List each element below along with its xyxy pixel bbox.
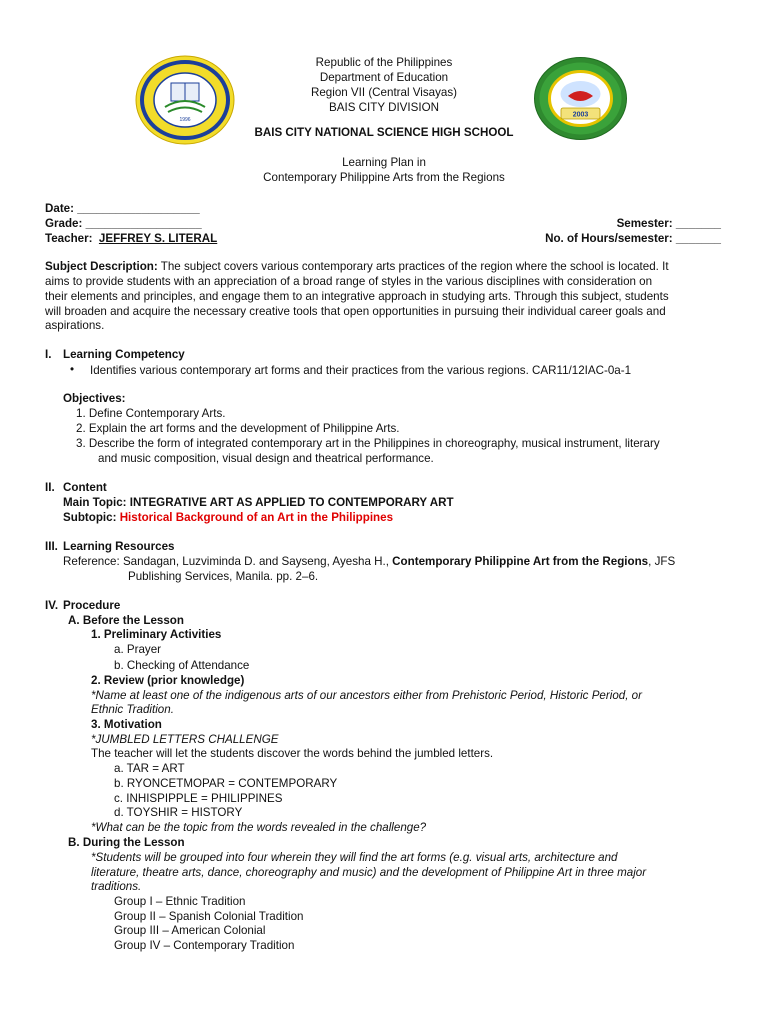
during-lesson-text-line-3: traditions. [91,880,142,893]
subtopic-label: Subtopic: [63,511,117,524]
bullet-icon: • [70,363,75,376]
procedure-part-b: B. During the Lesson [68,836,185,849]
reference-label: Reference: [63,555,120,568]
teacher-instruction: The teacher will let the students discover the words behind the jumbled letters. [91,747,494,760]
objective-item: 2. Explain the art forms and the development of Philippine Arts. [76,422,400,435]
jumbled-letters-title: *JUMBLED LETTERS CHALLENGE [91,733,279,746]
objective-item: 3. Describe the form of integrated contemporary art in the Philippines in choreography, musical instrument, literary [76,437,660,450]
objective-item-continuation: and music composition, visual design and theatrical performance. [98,452,434,465]
subject-description-text-1: The subject covers various contemporary arts practices of the region where the school is located. It [157,260,669,273]
objectives-title: Objectives: [63,392,126,405]
grade-field: Grade: __________________ [45,217,202,230]
teacher-label: Teacher: [45,232,93,245]
section-ii-number: II. [45,481,55,494]
letterhead-line-3: Region VII (Central Visayas) [310,86,458,99]
main-topic-label: Main Topic: [63,496,127,509]
letterhead-line-4: BAIS CITY DIVISION [329,101,439,114]
jumbled-word-item: c. INHISPIPPLE = PHILIPPINES [114,792,283,805]
subject-description-line-1 [45,260,669,273]
subtopic [63,511,393,524]
letterhead-line-2: Department of Education [319,71,449,84]
section-iv-number: IV. [45,599,59,612]
section-i-number: I. [45,348,52,361]
motivation-heading: 3. Motivation [91,718,162,731]
jumbled-word-item: a. TAR = ART [114,762,185,775]
reference-tail: , JFS [648,555,676,568]
competency-bullet: Identifies various contemporary art forms and their practices from the various regions. CAR11/12IAC-0a-1 [90,364,632,377]
section-iv-title: Procedure [63,599,121,612]
review-heading: 2. Review (prior knowledge) [91,674,245,687]
school-name: BAIS CITY NATIONAL SCIENCE HIGH SCHOOL [254,126,514,139]
right-seal-year: 2003 [572,111,589,119]
section-i-title: Learning Competency [63,348,185,361]
prayer-item: a. Prayer [114,643,162,656]
review-text-line-2: Ethnic Tradition. [91,703,174,716]
reference-line-1 [63,555,723,568]
plan-title-line-2: Contemporary Philippine Arts from the Regions [263,171,505,184]
preliminary-activities: 1. Preliminary Activities [91,628,222,641]
main-topic-value: INTEGRATIVE ART AS APPLIED TO CONTEMPORARY ART [126,496,454,509]
left-seal-year: 1996 [179,117,191,123]
teacher-field [45,232,217,245]
group-item: Group I – Ethnic Tradition [114,895,246,908]
subject-description-label: Subject Description: [45,260,158,273]
attendance-item: b. Checking of Attendance [114,659,250,672]
letterhead-line-1: Republic of the Philippines [315,56,453,69]
date-field: Date: ___________________ [45,202,200,215]
semester-field: Semester: _______ [616,217,721,230]
during-lesson-text-line-1: *Students will be grouped into four wherein they will find the art forms (e.g. visual arts, architecture and [91,851,618,864]
subject-description-line-2: aims to provide students with an appreciation of a broad range of styles in the various disciplines with consideration on [45,275,653,288]
jumbled-word-item: d. TOYSHIR = HISTORY [114,806,243,819]
group-item: Group III – American Colonial [114,924,266,937]
group-item: Group II – Spanish Colonial Tradition [114,910,304,923]
main-topic [63,496,454,509]
group-item: Group IV – Contemporary Tradition [114,939,295,952]
subtopic-value: Historical Background of an Art in the Philippines [119,511,394,524]
subject-description-line-5: aspirations. [45,319,105,332]
subject-description-line-3: their elements and principles, and engage them to an integrative approach in studying arts. Through this subject, students [45,290,669,303]
subject-description-line-4: will broaden and acquire the necessary creative tools that open opportunities in pursuing their individual career goals and [45,305,666,318]
hours-field: No. of Hours/semester: _______ [545,232,721,245]
reference-line-2: Publishing Services, Manila. pp. 2–6. [128,570,319,583]
jumbled-word-item: b. RYONCETMOPAR = CONTEMPORARY [114,777,338,790]
reference-authors: Sandagan, Luzviminda D. and Sayseng, Ayesha H., [122,555,389,568]
during-lesson-text-line-2: literature, theatre arts, dance, choreography and music) and the development of Philippine Art in three major [91,866,647,879]
section-iii-number: III. [45,540,58,553]
reference-title: Contemporary Philippine Art from the Regions [392,555,649,568]
teacher-name: JEFFREY S. LITERAL [98,232,218,245]
objective-item: 1. Define Contemporary Arts. [76,407,226,420]
review-text-line-1: *Name at least one of the indigenous arts of our ancestors either from Prehistoric Period, Historic Period, or [91,689,642,702]
section-iii-title: Learning Resources [63,540,175,553]
topic-question: *What can be the topic from the words revealed in the challenge? [91,821,427,834]
section-ii-title: Content [63,481,107,494]
procedure-part-a: A. Before the Lesson [68,614,184,627]
letterhead [234,55,534,115]
plan-title-line-1: Learning Plan in [342,156,426,169]
